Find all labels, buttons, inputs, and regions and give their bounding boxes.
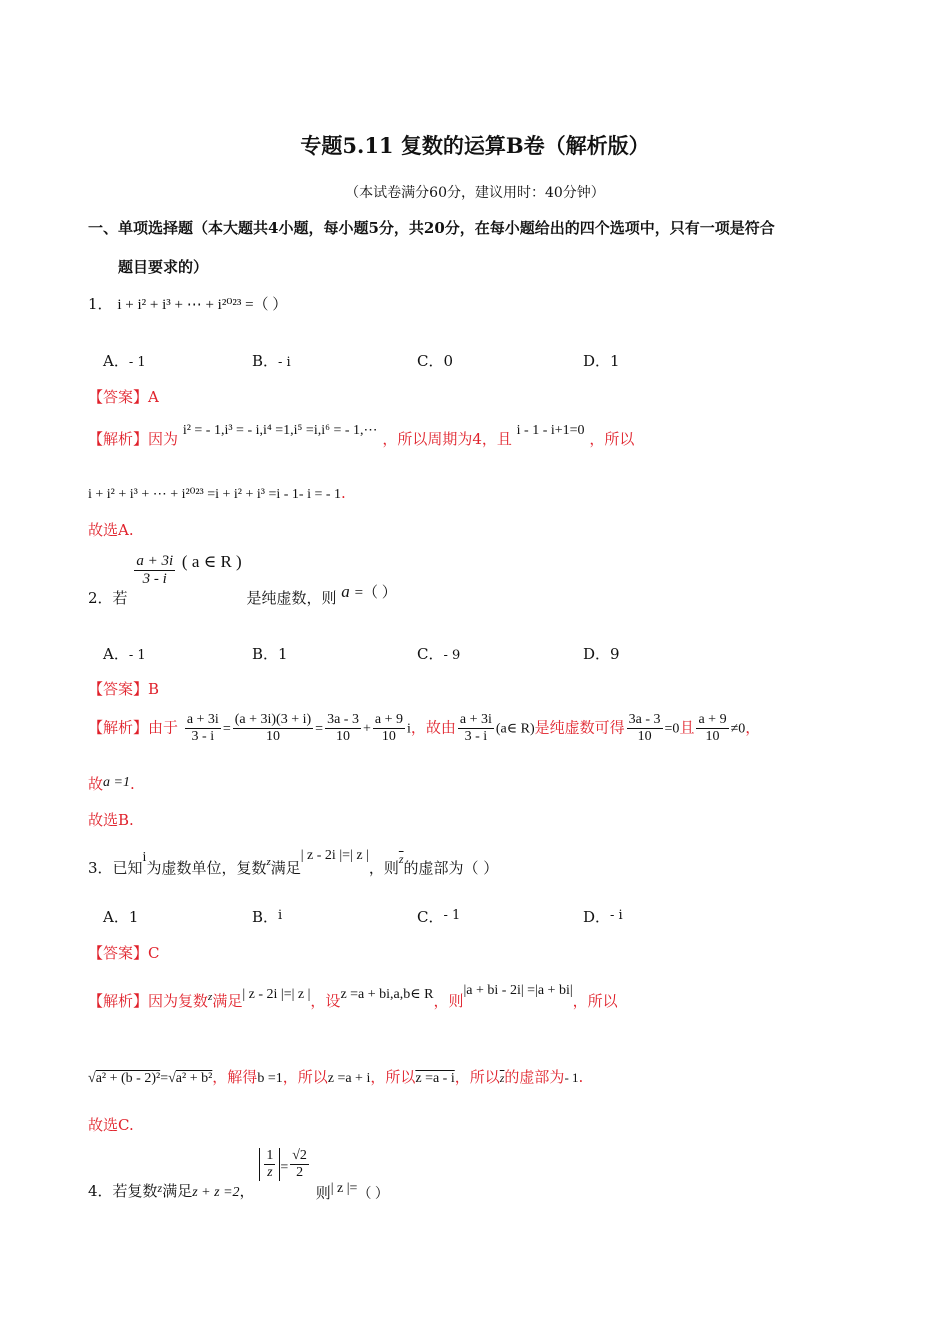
- q1-analysis: 【解析】因为 i² = - 1,i³ = - i,i⁴ =1,i⁵ =i,i⁶ = - 1,⋯ ，所以周期为4，且 i - 1 - i+1=0 ，所以: [88, 423, 635, 448]
- q1-answer: 【答案】A: [88, 388, 159, 406]
- q1-option-b[interactable]: B．- i: [252, 352, 291, 370]
- sqrt-2: √a² + b²: [168, 1071, 213, 1086]
- q2-option-a[interactable]: A．- 1: [103, 645, 146, 663]
- q3-option-a[interactable]: A．1: [103, 908, 139, 926]
- q3-option-d[interactable]: D．- i: [583, 908, 623, 926]
- q1-number: 1．: [88, 295, 113, 313]
- page-subtitle: （本试卷满分60分，建议用时：40分钟）: [345, 185, 605, 201]
- q2-option-d[interactable]: D．9: [583, 645, 620, 663]
- q3-answer: 【答案】C: [88, 944, 160, 962]
- q1-expr: i + i² + i³ + ⋯ + i²⁰²³ =（ ）: [117, 297, 288, 313]
- sqrt-1: √a² + (b - 2)²: [88, 1071, 161, 1086]
- q1-stem: [88, 293, 287, 314]
- q1-option-d[interactable]: D．1: [583, 352, 620, 370]
- q1-conclusion: 故选A.: [88, 521, 134, 539]
- section-heading: 一、单项选择题（本大题共4小题，每小题5分，共20分，在每小题给出的四个选项中，只有一项是符合: [88, 219, 775, 237]
- q2-analysis-line2: 故a =1.: [88, 775, 135, 793]
- q1-option-c[interactable]: C．0: [417, 352, 454, 370]
- q3-analysis: 【解析】因为复数$^z$满足| z - 2i |=| z |，设z =a + bi,a,b∈ R，则|a + bi - 2i| =|a + bi|，所以: [88, 983, 618, 1010]
- q3-stem: 3．已知i为虚数单位，复数$^z$满足| z - 2i |=| z |，则$^{\overline{z}}$的虚部为（ ）: [88, 848, 499, 877]
- q2-option-b[interactable]: B．1: [252, 645, 288, 663]
- q1-analysis-line2: i + i² + i³ + ⋯ + i²⁰²³ =i + i² + i³ =i - 1- i = - 1.: [88, 484, 346, 502]
- q2-answer: 【答案】B: [88, 680, 160, 698]
- q2-conclusion: 故选B.: [88, 811, 134, 829]
- q3-analysis-line2: √a² + (b - 2)²=√a² + b²，解得b =1，所以z =a + i，所以z =a - i，所以$\overline{z}$的虚部为- 1.: [88, 1068, 584, 1086]
- section-heading-cont: 题目要求的）: [118, 258, 209, 276]
- q2-fraction: $\frac{a + 3i}{3 - i}$: [136, 553, 174, 587]
- page-title: 专题5.11 复数的运算B卷（解析版）: [300, 133, 650, 158]
- q2-stem: 2．若 $\frac{a + 3i}{3 - i}$ ( a ∈ R ) 是纯虚数，则 a =（ ）: [88, 551, 397, 607]
- q2-option-c[interactable]: C．- 9: [417, 645, 461, 663]
- q3-conclusion: 故选C.: [88, 1116, 134, 1134]
- q1-option-a[interactable]: A．- 1: [103, 352, 146, 370]
- q3-option-c[interactable]: C．- 1: [417, 908, 461, 926]
- q3-option-b[interactable]: B．i: [252, 908, 283, 926]
- q4-stem: 4．若复数$_z$满足z + z =2， $\frac{1}{z}$ = $\frac{√2}{2}$ 则| z |=（ ）: [88, 1148, 389, 1202]
- q2-analysis: 【解析】由于 $\frac{a + 3i}{3 - i}$ = $\frac{(a + 3i)(3 + i)}{10}$ = $\frac{3a - 3}{10}$ + $\frac{a + 9}{10}$ i，故由 $\frac{a + 3i}{3 - i}$ (a∈ R)是纯虚数可得 $\frac{3a - 3}{10}$ =0且 $\frac{a + 9}{10}$ ≠0，: [88, 712, 761, 744]
